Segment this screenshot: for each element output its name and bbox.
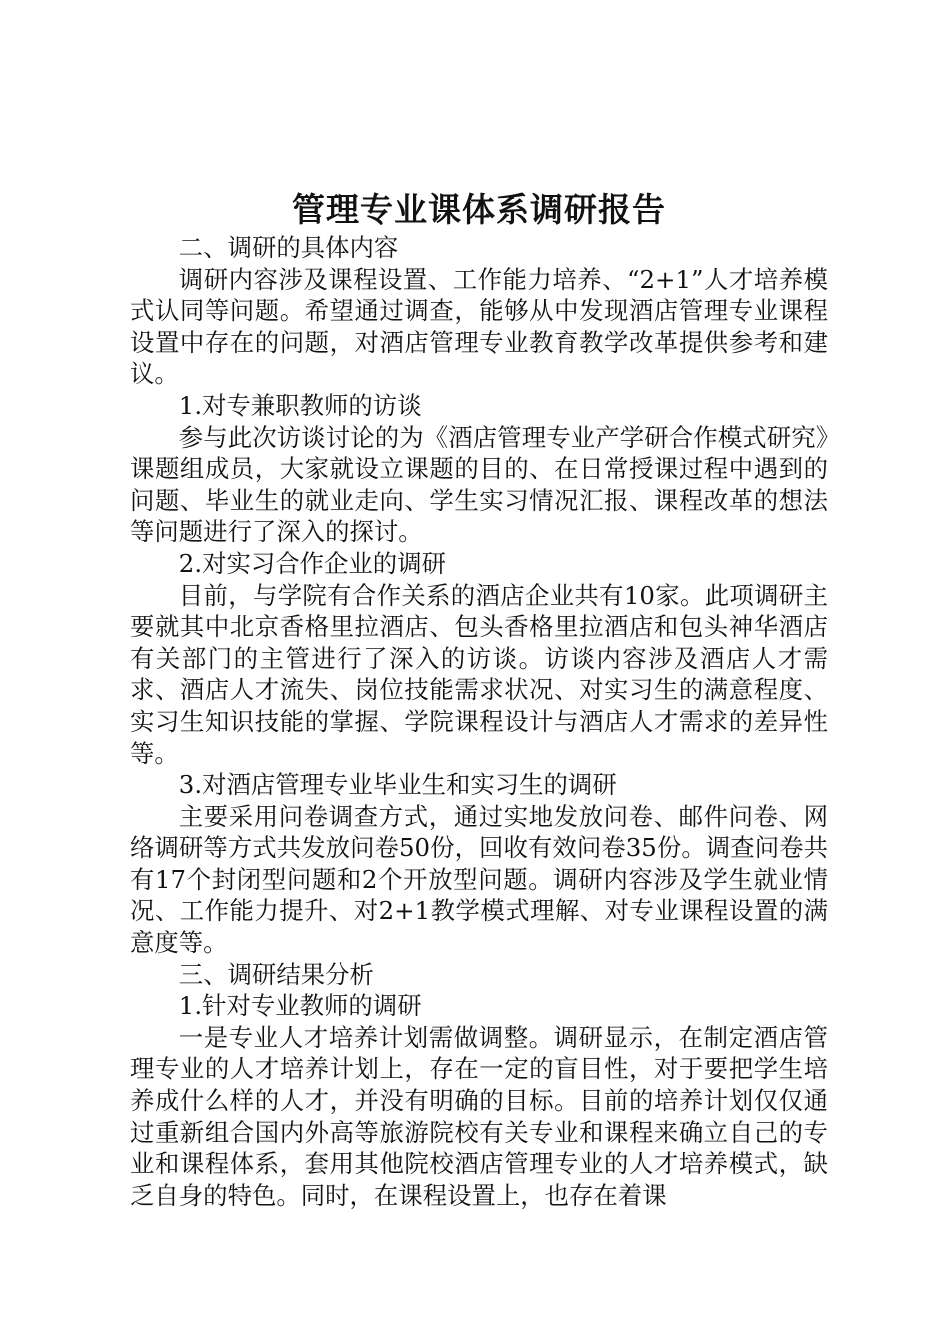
- body-paragraph: 调研内容涉及课程设置、工作能力培养、“2+1”人才培养模式认同等问题。希望通过调查，能够从中发现酒店管理专业课程设置中存在的问题，对酒店管理专业教育教学改革提供参考和建议。: [130, 264, 828, 389]
- body-paragraph: 一是专业人才培养计划需做调整。调研显示，在制定酒店管理专业的人才培养计划上，存在一定的盲目性，对于要把学生培养成什么样的人才，并没有明确的目标。目前的培养计划仅仅通过重新组合国内外高等旅游院校有关专业和课程来确立自己的专业和课程体系，套用其他院校酒店管理专业的人才培养模式，缺乏自身的特色。同时，在课程设置上，也存在着课: [130, 1022, 828, 1210]
- body-paragraph: 参与此次访谈讨论的为《酒店管理专业产学研合作模式研究》课题组成员，大家就设立课题的目的、在日常授课过程中遇到的问题、毕业生的就业走向、学生实习情况汇报、课程改革的想法等问题进行了深入的探讨。: [130, 422, 828, 547]
- subsection-heading: 3.对酒店管理专业毕业生和实习生的调研: [178, 770, 617, 800]
- subsection-heading: 1.针对专业教师的调研: [178, 991, 422, 1021]
- subsection-heading: 1.对专兼职教师的访谈: [178, 390, 422, 420]
- body-paragraph: 主要采用问卷调查方式，通过实地发放问卷、邮件问卷、网络调研等方式共发放问卷50份，回收有效问卷35份。调查问卷共有17个封闭型问题和2个开放型问题。调研内容涉及学生就业情况、工作能力提升、对2+1教学模式理解、对专业课程设置的满意度等。: [130, 801, 828, 958]
- section-heading: 三、调研结果分析: [178, 959, 374, 989]
- document-title: 管理专业课体系调研报告: [292, 190, 666, 229]
- body-paragraph: 目前，与学院有合作关系的酒店企业共有10家。此项调研主要就其中北京香格里拉酒店、包头香格里拉酒店和包头神华酒店有关部门的主管进行了深入的访谈。访谈内容涉及酒店人才需求、酒店人才流失、岗位技能需求状况、对实习生的满意程度、实习生知识技能的掌握、学院课程设计与酒店人才需求的差异性等。: [130, 580, 828, 768]
- document-content: [130, 188, 828, 1211]
- section-heading: 二、调研的具体内容: [178, 233, 399, 262]
- document-body: [130, 232, 828, 1211]
- subsection-heading: 2.对实习合作企业的调研: [178, 548, 446, 578]
